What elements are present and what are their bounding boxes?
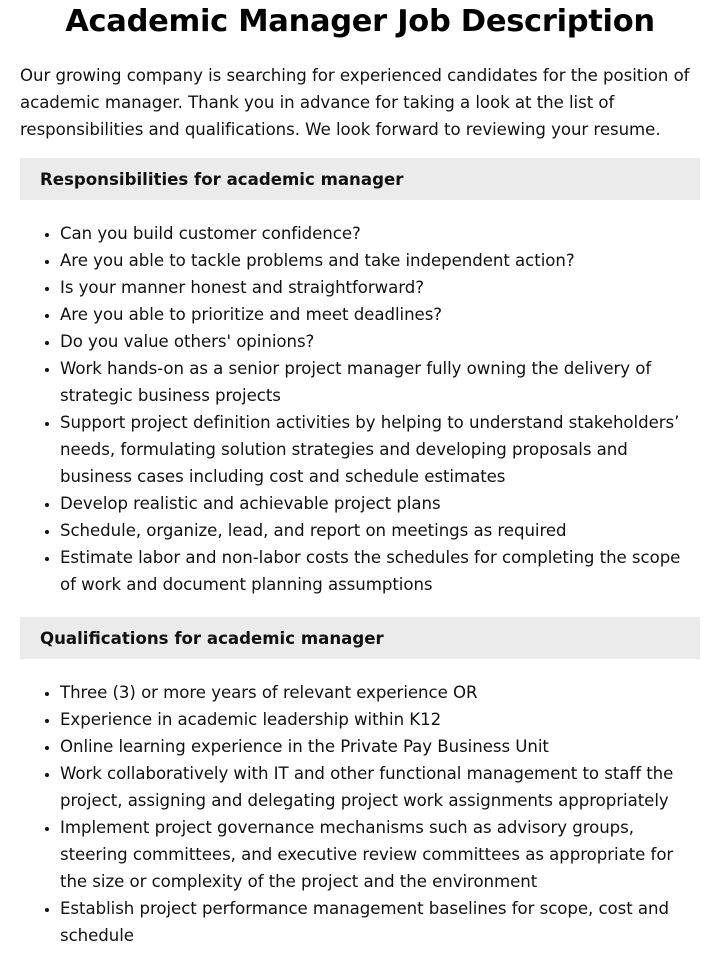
intro-paragraph: Our growing company is searching for experienced candidates for the position of academic manager. Thank you in advance for taking a look at the list of responsibilities and qualifications. We look forward to reviewing your resume. (20, 66, 690, 139)
list-item: • Work hands-on as a senior project manager fully owning the delivery of strategic business projects (60, 355, 700, 409)
list-item: • Online learning experience in the Private Pay Business Unit (60, 733, 700, 760)
page-title: Academic Manager Job Description (65, 4, 655, 39)
responsibilities-list (20, 220, 700, 598)
list-item: • Work collaboratively with IT and other functional management to staff the project, assigning and delegating project work assignments appropriately (60, 760, 700, 814)
list-item: • Experience in academic leadership within K12 (60, 706, 700, 733)
list-item: • Do you value others' opinions? (60, 328, 700, 355)
list-item: • Schedule, organize, lead, and report on meetings as required (60, 517, 700, 544)
qualifications-list (20, 679, 700, 949)
list-item: • Are you able to prioritize and meet deadlines? (60, 301, 700, 328)
list-item: • Establish project performance management baselines for scope, cost and schedule (60, 895, 700, 949)
list-item: • Develop realistic and achievable project plans (60, 490, 700, 517)
list-item: • Three (3) or more years of relevant experience OR (60, 679, 700, 706)
list-item: • Can you build customer confidence? (60, 220, 700, 247)
responsibilities-heading: Responsibilities for academic manager (20, 158, 700, 200)
list-item: • Support project definition activities by helping to understand stakeholders’ needs, formulating solution strategies and developing proposals and business cases including cost and schedule estimates (60, 409, 700, 490)
list-item: • Implement project governance mechanisms such as advisory groups, steering committees, and executive review committees as appropriate for the size or complexity of the project and the environment (60, 814, 700, 895)
list-item: • Are you able to tackle problems and take independent action? (60, 247, 700, 274)
list-item: • Estimate labor and non-labor costs the schedules for completing the scope of work and document planning assumptions (60, 544, 700, 598)
list-item: • Is your manner honest and straightforward? (60, 274, 700, 301)
qualifications-heading: Qualifications for academic manager (20, 617, 700, 659)
